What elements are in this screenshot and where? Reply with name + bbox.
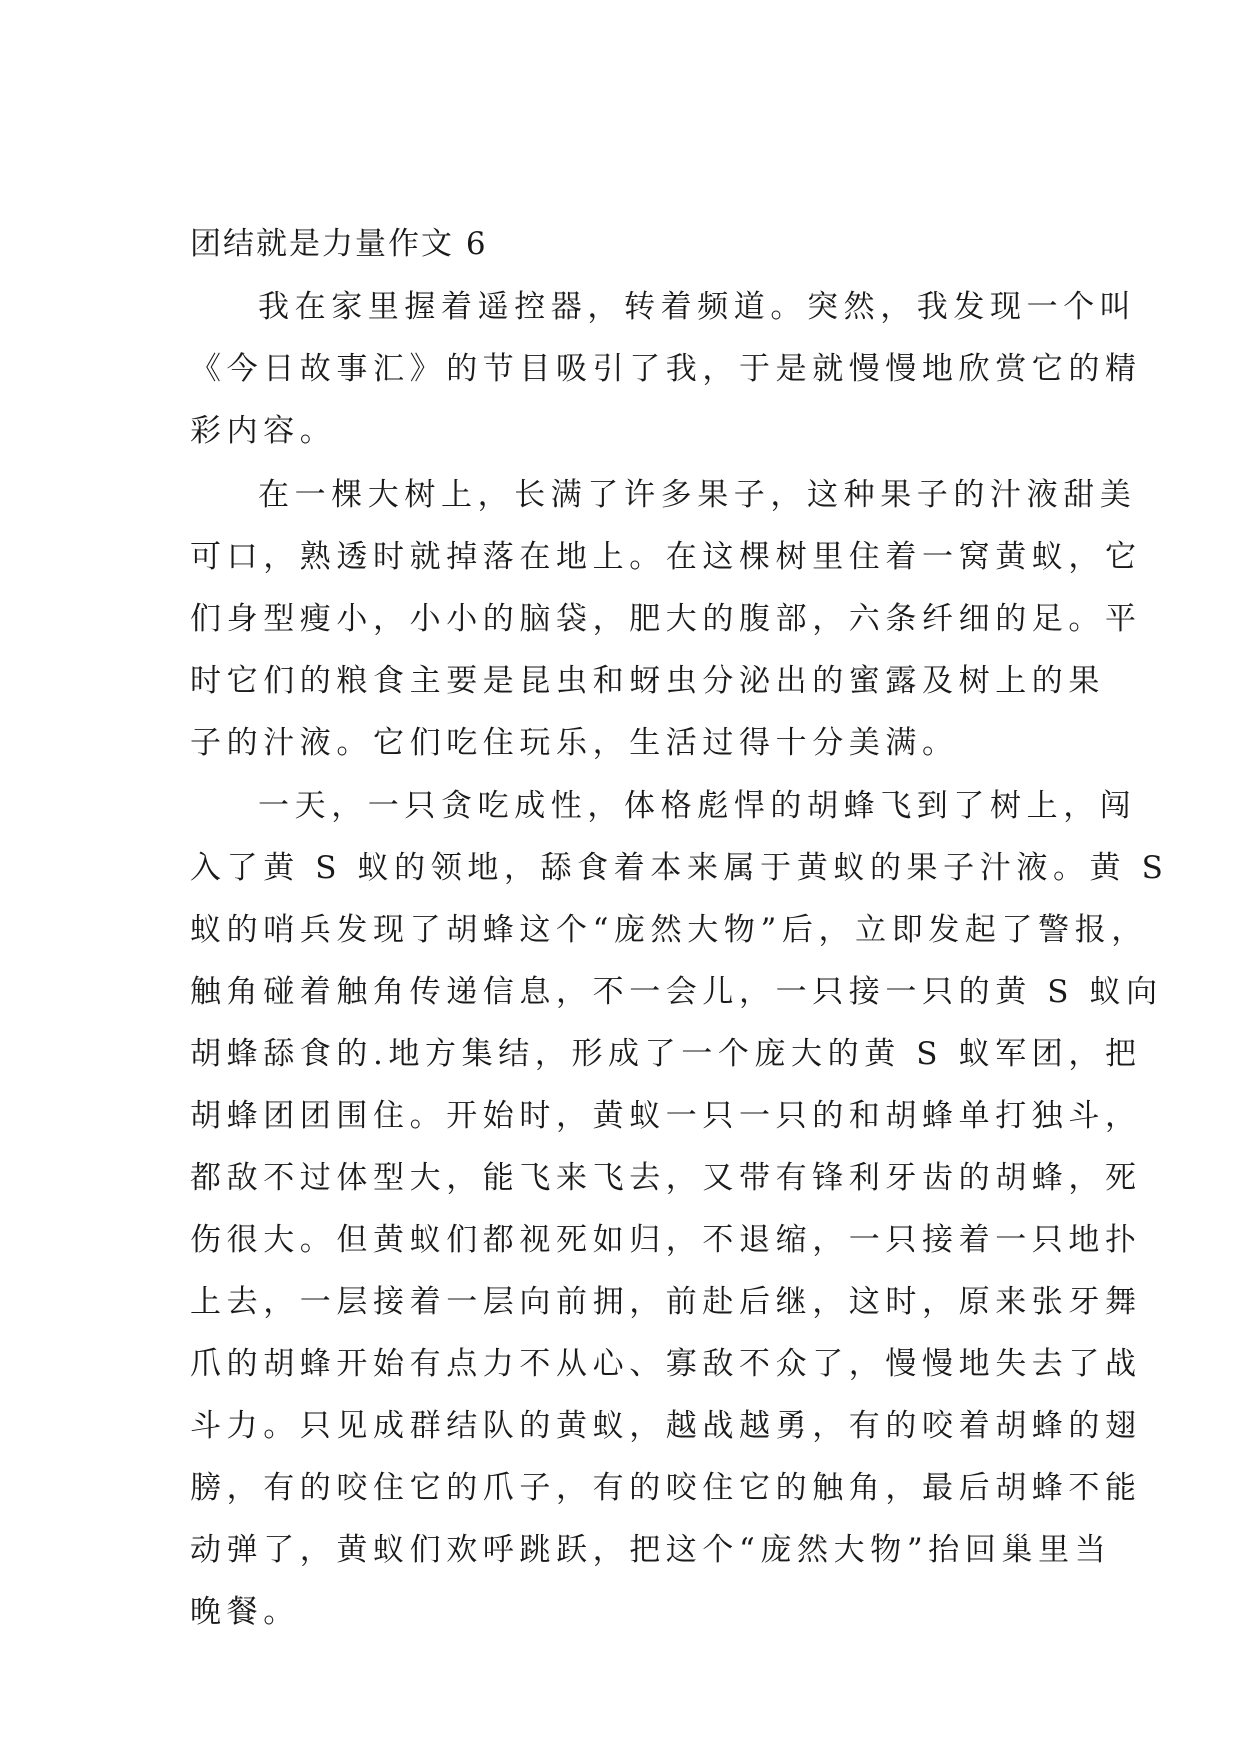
paragraph-3-line-7: 都敌不过体型大，能飞来飞去，又带有锋利牙齿的胡蜂，死 — [190, 1160, 1142, 1196]
paragraph-3-line-9: 上去，一层接着一层向前拥，前赴后继，这时，原来张牙舞 — [190, 1284, 1142, 1320]
paragraph-1-line-3: 彩内容。 — [190, 413, 337, 449]
paragraph-3-line-8: 伤很大。但黄蚁们都视死如归，不退缩，一只接着一只地扑 — [190, 1222, 1142, 1258]
paragraph-1-line-2: 《今日故事汇》的节目吸引了我，于是就慢慢地欣赏它的精 — [190, 351, 1142, 387]
paragraph-3-line-10: 爪的胡蜂开始有点力不从心、寡敌不众了，慢慢地失去了战 — [190, 1346, 1142, 1382]
paragraph-3-line-4: 触角碰着触角传递信息，不一会儿，一只接一只的黄 S 蚁向 — [190, 974, 1163, 1010]
paragraph-3-line-12: 膀，有的咬住它的爪子，有的咬住它的触角，最后胡蜂不能 — [190, 1470, 1142, 1506]
document-title: 团结就是力量作文 6 — [190, 226, 488, 262]
paragraph-2-line-2: 可口，熟透时就掉落在地上。在这棵树里住着一窝黄蚁，它 — [190, 539, 1142, 575]
paragraph-2-line-5: 子的汁液。它们吃住玩乐，生活过得十分美满。 — [190, 725, 959, 761]
paragraph-2-line-4: 时它们的粮食主要是昆虫和蚜虫分泌出的蜜露及树上的果 — [190, 663, 1105, 699]
paragraph-3-line-14: 晚餐。 — [190, 1594, 300, 1630]
paragraph-3-line-3: 蚁的哨兵发现了胡蜂这个“庞然大物”后，立即发起了警报， — [190, 912, 1148, 948]
paragraph-3-line-2: 入了黄 S 蚁的领地，舔食着本来属于黄蚁的果子汁液。黄 S — [190, 850, 1169, 886]
paragraph-2-line-3: 们身型瘦小，小小的脑袋，肥大的腹部，六条纤细的足。平 — [190, 601, 1142, 637]
paragraph-3-line-11: 斗力。只见成群结队的黄蚁，越战越勇，有的咬着胡蜂的翅 — [190, 1408, 1142, 1444]
paragraph-1-line-1: 我在家里握着遥控器，转着频道。突然，我发现一个叫 — [258, 289, 1137, 325]
paragraph-3-line-13: 动弹了，黄蚁们欢呼跳跃，把这个“庞然大物”抬回巢里当 — [190, 1532, 1112, 1568]
paragraph-3-line-5: 胡蜂舔食的.地方集结，形成了一个庞大的黄 S 蚁军团，把 — [190, 1036, 1142, 1072]
paragraph-3-line-6: 胡蜂团团围住。开始时，黄蚁一只一只的和胡蜂单打独斗， — [190, 1098, 1142, 1134]
paragraph-3-line-1: 一天，一只贪吃成性，体格彪悍的胡蜂飞到了树上，闯 — [258, 788, 1137, 824]
paragraph-2-line-1: 在一棵大树上，长满了许多果子，这种果子的汁液甜美 — [258, 477, 1137, 513]
